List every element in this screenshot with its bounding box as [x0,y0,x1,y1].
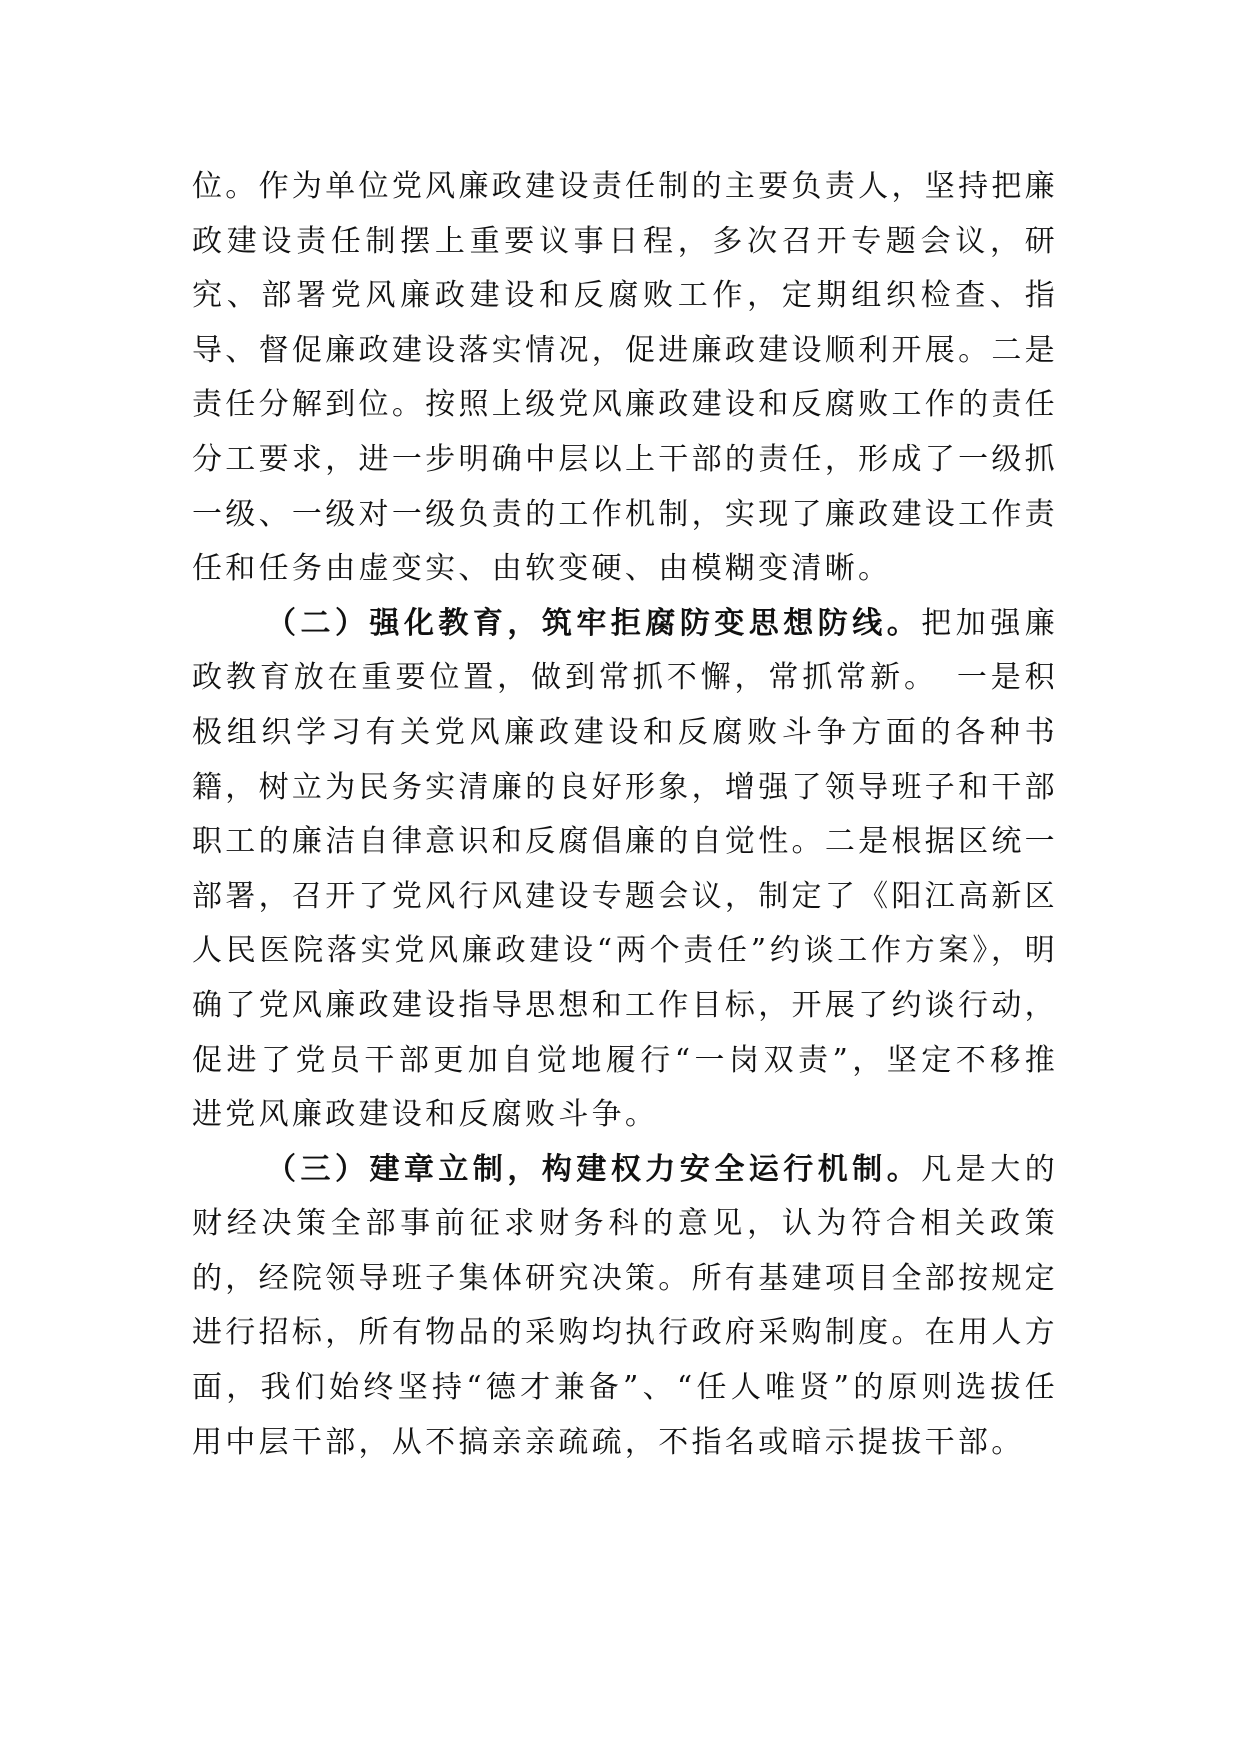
paragraph-continuation [192,160,1058,597]
section-heading-2: （二）强化教育，筑牢拒腐防变思想防线。 [266,605,922,641]
paragraph-text: 把加强廉政教育放在重要位置，做到常抓不懈，常抓常新。 一是积极组织学习有关党风廉政建设和反腐败斗争方面的各种书籍，树立为民务实清廉的良好形象，增强了领导班子和干部职工的廉洁自律意识和反腐倡廉的自觉性。二是根据区统一部署，召开了党风行风建设专题会议，制定了《阳江高新区人民医院落实党风廉政建设“两个责任”约谈工作方案》，明确了党风廉政建设指导思想和工作目标，开展了约谈行动，促进了党员干部更加自觉地履行“一岗双责”，坚定不移推进党风廉政建设和反腐败斗争。 [192,605,1059,1133]
paragraph-section-3 [192,1143,1058,1471]
paragraph-text: 位。作为单位党风廉政建设责任制的主要负责人，坚持把廉政建设责任制摆上重要议事日程，多次召开专题会议，研究、部署党风廉政建设和反腐败工作，定期组织检查、指导、督促廉政建设落实情况，促进廉政建设顺利开展。二是责任分解到位。按照上级党风廉政建设和反腐败工作的责任分工要求，进一步明确中层以上干部的责任，形成了一级抓一级、一级对一级负责的工作机制，实现了廉政建设工作责任和任务由虚变实、由软变硬、由模糊变清晰。 [192,169,1058,587]
paragraph-text: 凡是大的财经决策全部事前征求财务科的意见，认为符合相关政策的，经院领导班子集体研究决策。所有基建项目全部按规定进行招标，所有物品的采购均执行政府采购制度。在用人方面，我们始终坚持“德才兼备”、“任人唯贤”的原则选拔任用中层干部，从不搞亲亲疏疏，不指名或暗示提拔干部。 [192,1151,1059,1460]
paragraph-section-2 [192,597,1058,1143]
document-body [192,160,1058,1470]
section-heading-3: （三）建章立制，构建权力安全运行机制。 [266,1151,922,1187]
